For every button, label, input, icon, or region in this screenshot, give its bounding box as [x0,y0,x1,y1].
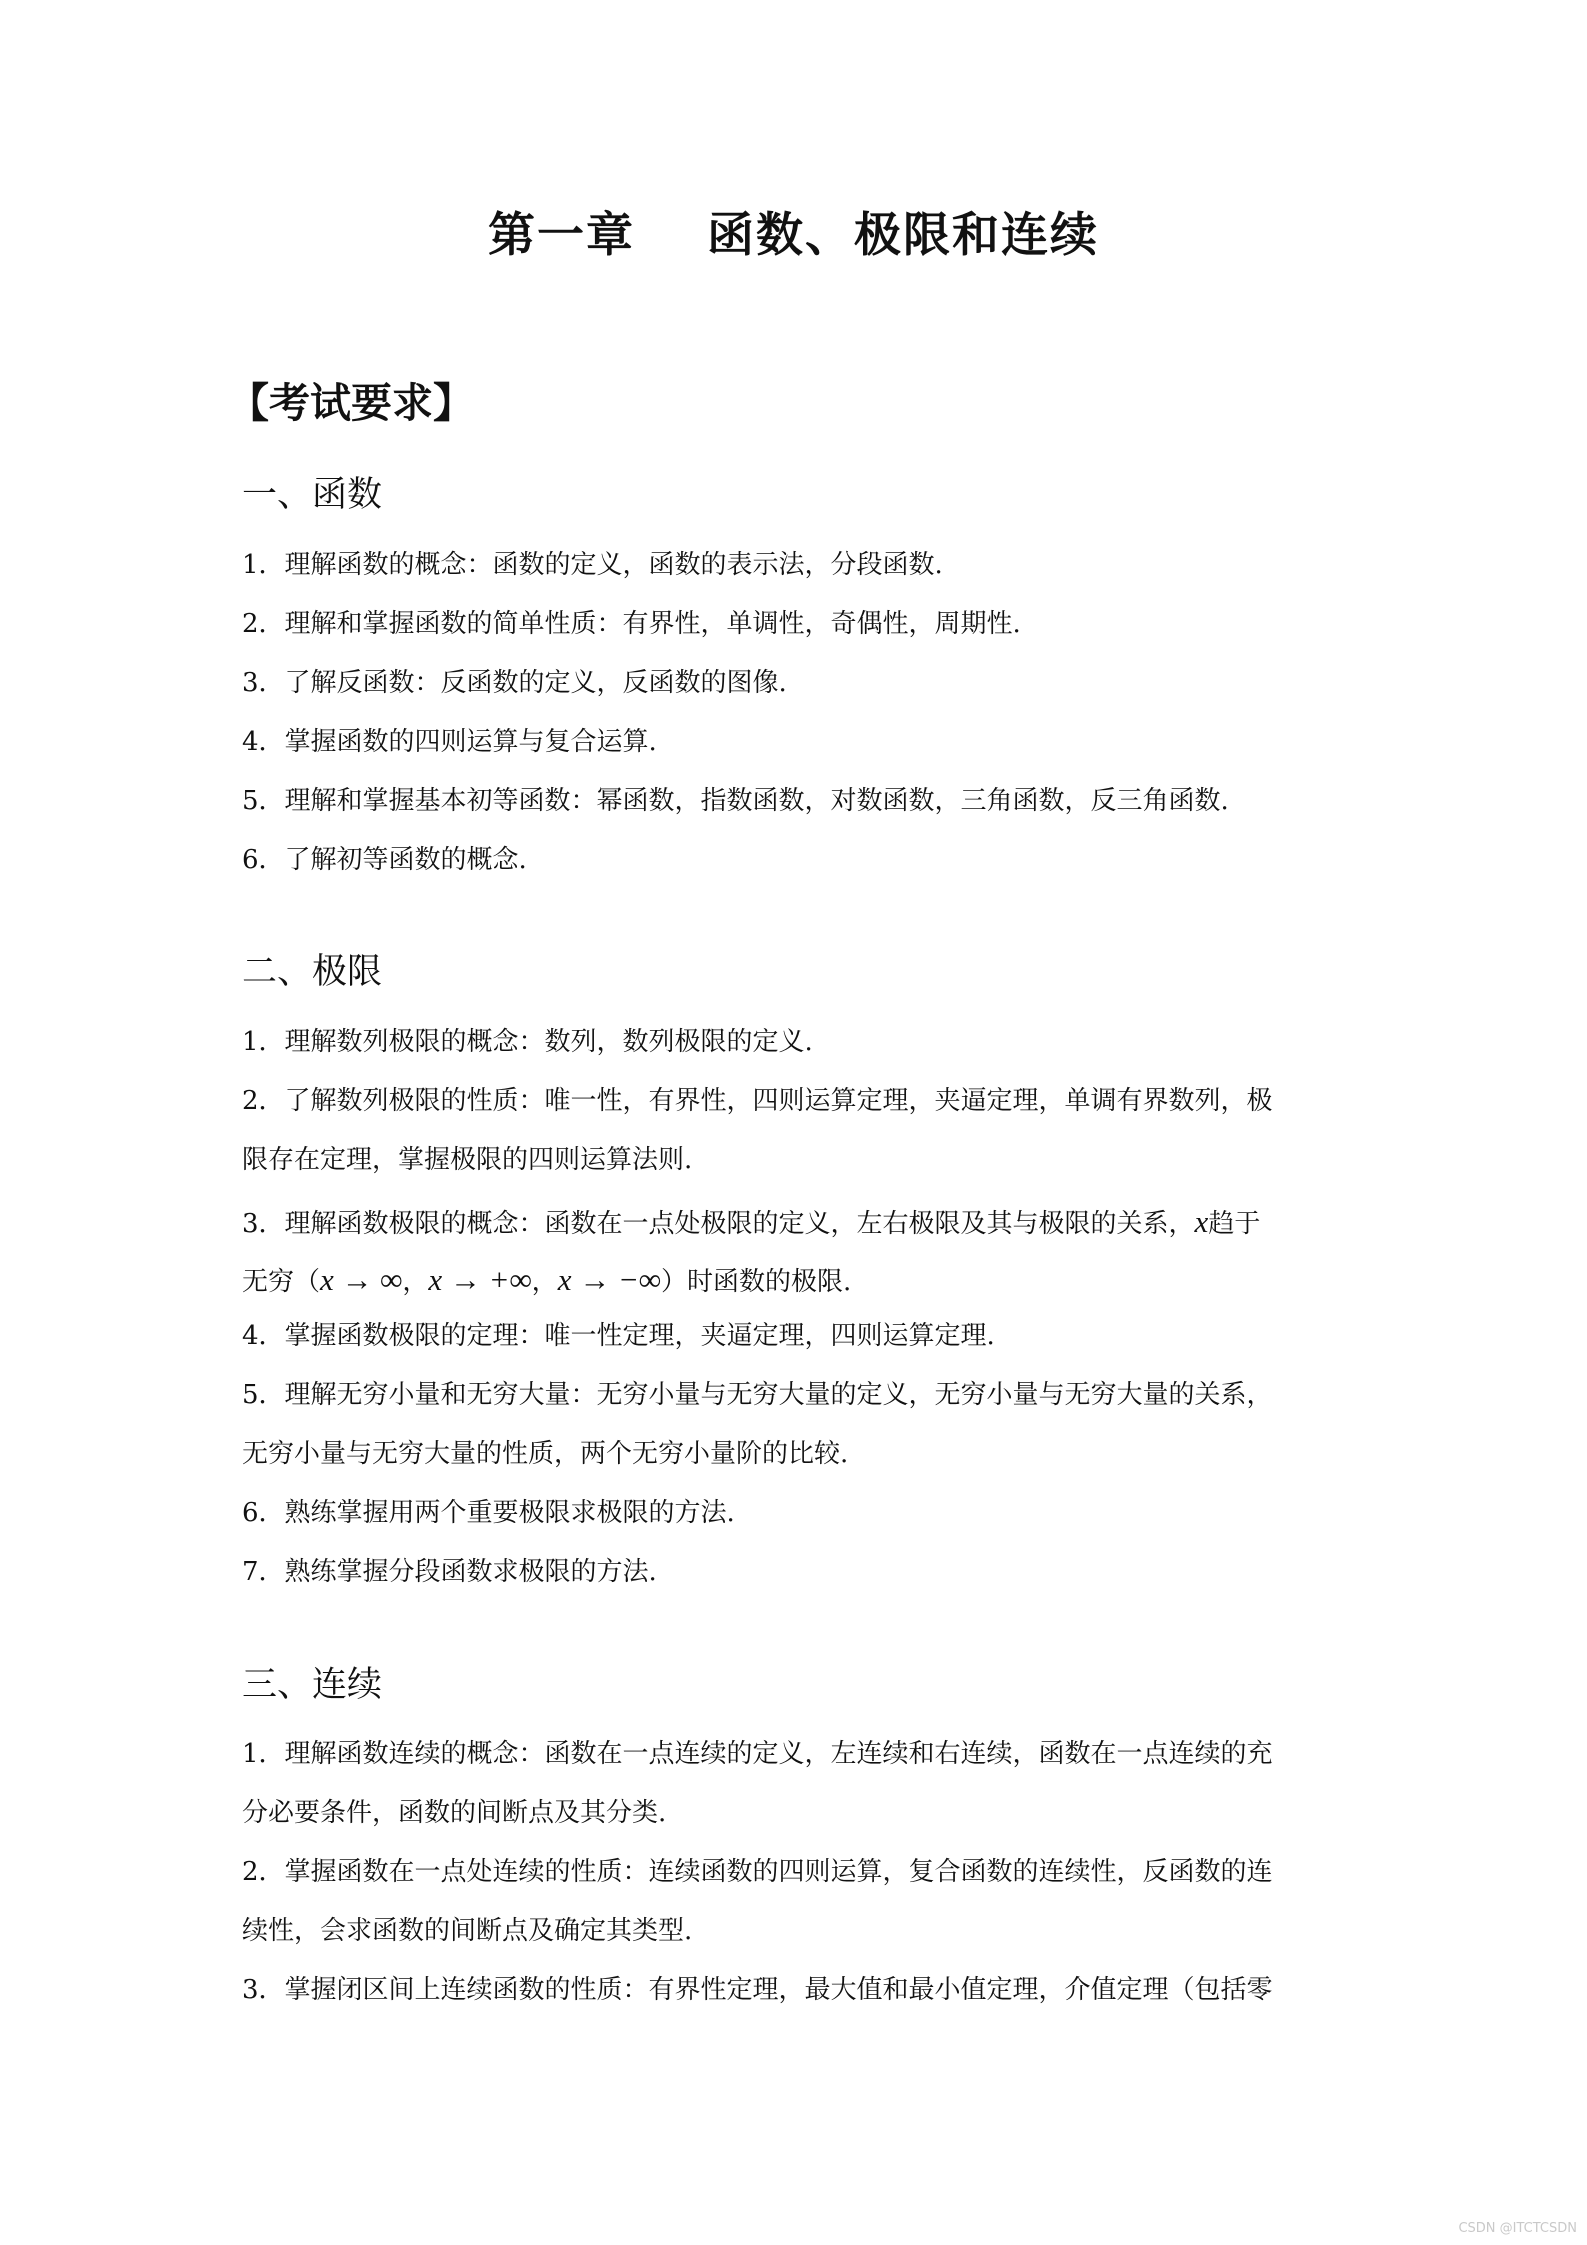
list-item: 5．理解无穷小量和无穷大量：无穷小量与无穷大量的定义，无穷小量与无穷大量的关系， [242,1380,1273,1410]
separator: ， [402,1267,429,1297]
list-item: 分必要条件，函数的间断点及其分类. [242,1798,667,1828]
math-limit: x → −∞ [557,1262,661,1297]
list-item: 6．了解初等函数的概念. [242,845,527,875]
math-variable: x [1194,1204,1209,1239]
list-item: 1．理解函数的概念：函数的定义，函数的表示法，分段函数. [242,550,943,580]
math-limit: x → ∞ [320,1262,403,1297]
list-item: 5．理解和掌握基本初等函数：幂函数，指数函数，对数函数，三角函数，反三角函数. [242,786,1229,816]
list-item: 2．掌握函数在一点处连续的性质：连续函数的四则运算，复合函数的连续性，反函数的连 [242,1857,1273,1887]
list-item: 7．熟练掌握分段函数求极限的方法. [242,1557,657,1587]
list-item: 3．掌握闭区间上连续函数的性质：有界性定理，最大值和最小值定理，介值定理（包括零 [242,1975,1273,2005]
section-heading-continuity: 三、连续 [242,1665,383,1705]
list-item: 限存在定理，掌握极限的四则运算法则. [242,1145,693,1175]
list-item-text: 3．理解函数极限的概念：函数在一点处极限的定义，左右极限及其与极限的关系， [242,1209,1195,1239]
list-item: 2．理解和掌握函数的简单性质：有界性，单调性，奇偶性，周期性. [242,609,1021,639]
section-heading-limits: 二、极限 [242,952,383,992]
requirements-heading: 【考试要求】 [228,379,474,427]
list-item: 6．熟练掌握用两个重要极限求极限的方法. [242,1498,735,1528]
list-item: 4．掌握函数的四则运算与复合运算. [242,727,657,757]
list-item: 1．理解函数连续的概念：函数在一点连续的定义，左连续和右连续，函数在一点连续的充 [242,1739,1273,1769]
separator: ， [531,1267,558,1297]
list-item: 3．了解反函数：反函数的定义，反函数的图像. [242,668,787,698]
math-limit: x → +∞ [428,1262,532,1297]
list-item: 4．掌握函数极限的定理：唯一性定理，夹逼定理，四则运算定理. [242,1321,995,1351]
list-item: 2．了解数列极限的性质：唯一性，有界性，四则运算定理，夹逼定理，单调有界数列，极 [242,1086,1273,1116]
watermark: CSDN @ITCTCSDN [1458,2221,1577,2236]
list-item-text: ）时函数的极限. [660,1267,852,1297]
list-item: 1．理解数列极限的概念：数列，数列极限的定义. [242,1027,813,1057]
list-item [242,1264,851,1295]
chapter-number: 第一章 [488,208,635,263]
chapter-title [0,198,1587,265]
list-item-text: 趋于 [1208,1209,1261,1239]
list-item: 无穷小量与无穷大量的性质，两个无穷小量阶的比较. [242,1439,849,1469]
section-heading-functions: 一、函数 [242,475,383,515]
chapter-name: 函数、极限和连续 [707,208,1099,263]
list-item-text: 无穷（ [242,1267,321,1297]
list-item [242,1206,1260,1237]
list-item: 续性，会求函数的间断点及确定其类型. [242,1916,693,1946]
